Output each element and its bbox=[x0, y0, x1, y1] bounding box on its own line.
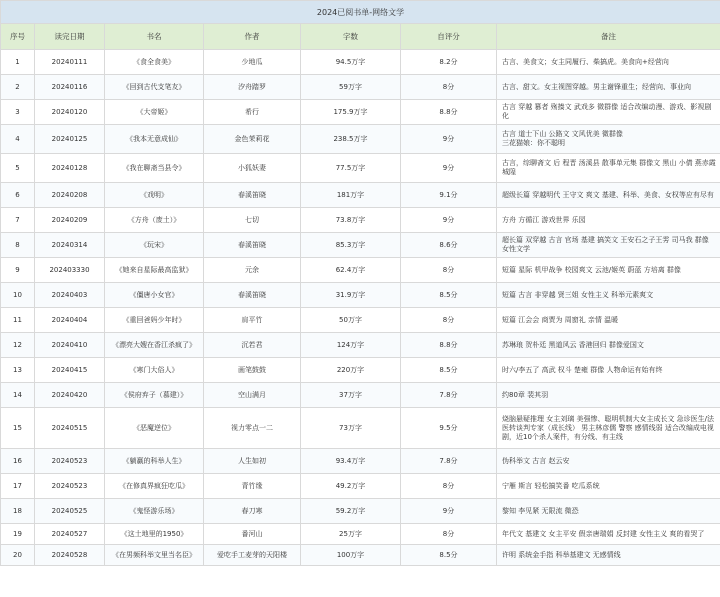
cell-title[interactable]: 《重回爸妈少年时》 bbox=[105, 308, 204, 333]
cell-title[interactable]: 《她来自星际最高监狱》 bbox=[105, 258, 204, 283]
cell-words[interactable]: 31.9万字 bbox=[301, 283, 401, 308]
cell-score[interactable]: 8分 bbox=[401, 258, 497, 283]
cell-no[interactable]: 4 bbox=[1, 125, 35, 154]
table-row bbox=[1, 208, 720, 233]
cell-words[interactable]: 220万字 bbox=[301, 358, 401, 383]
table-row bbox=[1, 154, 720, 183]
cell-date[interactable]: 20240403 bbox=[35, 283, 105, 308]
table-row bbox=[1, 358, 720, 383]
cell-no[interactable]: 3 bbox=[1, 100, 35, 125]
cell-notes[interactable]: 方舟 方循江 游戏世界 乐园 bbox=[497, 208, 720, 233]
table-row bbox=[1, 524, 720, 545]
header-notes[interactable]: 备注 bbox=[497, 24, 720, 50]
cell-score[interactable]: 9分 bbox=[401, 154, 497, 183]
cell-score[interactable]: 9.1分 bbox=[401, 183, 497, 208]
cell-date[interactable]: 20240404 bbox=[35, 308, 105, 333]
cell-words[interactable]: 73.8万字 bbox=[301, 208, 401, 233]
cell-notes[interactable]: 烧脑悬疑推理 女主刘璃 美强惨、聪明机制大女主成长文 急诊医生/法医转谈判专家（成长线） 男主林彦儒 警察 感情线弱 适合改编成电视剧，近10个杀人案件，有分线、有主线 bbox=[497, 408, 720, 449]
cell-no[interactable]: 11 bbox=[1, 308, 35, 333]
cell-author[interactable]: 沉若君 bbox=[204, 333, 301, 358]
cell-score[interactable]: 8.5分 bbox=[401, 283, 497, 308]
cell-no[interactable]: 10 bbox=[1, 283, 35, 308]
cell-title[interactable]: 《回到古代支笔友》 bbox=[105, 75, 204, 100]
table-row bbox=[1, 333, 720, 358]
cell-date[interactable]: 20240208 bbox=[35, 183, 105, 208]
cell-words[interactable]: 50万字 bbox=[301, 308, 401, 333]
cell-words[interactable]: 25万字 bbox=[301, 524, 401, 545]
cell-words[interactable]: 37万字 bbox=[301, 383, 401, 408]
cell-author[interactable]: 希行 bbox=[204, 100, 301, 125]
cell-author[interactable]: 番河山 bbox=[204, 524, 301, 545]
cell-author[interactable]: 肩平竹 bbox=[204, 308, 301, 333]
cell-title[interactable]: 《鬼怪游乐场》 bbox=[105, 499, 204, 524]
cell-notes[interactable]: 古言 穿越 篡者 殇揍文 武戏多 微群像 适合改编动漫、游戏、影视剧化 bbox=[497, 100, 720, 125]
cell-date[interactable]: 20240415 bbox=[35, 358, 105, 383]
cell-notes[interactable]: 时六/李五了 高武 权斗 楚雍 群像 人物命运有始有终 bbox=[497, 358, 720, 383]
cell-no[interactable]: 12 bbox=[1, 333, 35, 358]
cell-title[interactable]: 《我本无意成仙》 bbox=[105, 125, 204, 154]
cell-title[interactable]: 《躺赢的科举人生》 bbox=[105, 449, 204, 474]
table-row bbox=[1, 545, 720, 566]
cell-no[interactable]: 2 bbox=[1, 75, 35, 100]
cell-score[interactable]: 7.8分 bbox=[401, 383, 497, 408]
cell-date[interactable]: 20240523 bbox=[35, 449, 105, 474]
cell-no[interactable]: 1 bbox=[1, 50, 35, 75]
cell-score[interactable]: 8.8分 bbox=[401, 100, 497, 125]
cell-score[interactable]: 8.8分 bbox=[401, 333, 497, 358]
header-author[interactable]: 作者 bbox=[204, 24, 301, 50]
cell-no[interactable]: 5 bbox=[1, 154, 35, 183]
cell-no[interactable]: 16 bbox=[1, 449, 35, 474]
table-row bbox=[1, 474, 720, 499]
cell-author[interactable]: 春溪笛晓 bbox=[204, 183, 301, 208]
cell-words[interactable]: 85.3万字 bbox=[301, 233, 401, 258]
cell-score[interactable]: 9分 bbox=[401, 125, 497, 154]
cell-words[interactable]: 238.5万字 bbox=[301, 125, 401, 154]
header-score[interactable]: 自评分 bbox=[401, 24, 497, 50]
table-row bbox=[1, 125, 720, 154]
cell-notes[interactable]: 年代文 基建文 女主平安 假亲唐瑞娟 反封建 女性主义 爽的看哭了 bbox=[497, 524, 720, 545]
cell-author[interactable]: 画笔鼓鼓 bbox=[204, 358, 301, 383]
cell-author[interactable]: 金色茉莉花 bbox=[204, 125, 301, 154]
cell-date[interactable]: 20240523 bbox=[35, 474, 105, 499]
cell-author[interactable]: 春溪笛晓 bbox=[204, 233, 301, 258]
table-body bbox=[1, 50, 720, 566]
cell-author[interactable]: 视力零点一二 bbox=[204, 408, 301, 449]
cell-score[interactable]: 8.5分 bbox=[401, 545, 497, 566]
cell-title[interactable]: 《侯府弃子（慕建）》 bbox=[105, 383, 204, 408]
sheet-title[interactable]: 2024已阅书单-网络文学 bbox=[1, 1, 720, 24]
cell-notes[interactable]: 苏琳琅 贺朴廷 黑道风云 香港回归 群像爱国文 bbox=[497, 333, 720, 358]
cell-no[interactable]: 13 bbox=[1, 358, 35, 383]
table-row bbox=[1, 499, 720, 524]
cell-notes[interactable]: 短篇 古言 非穿越 贤三姐 女性主义 科举元素爽文 bbox=[497, 283, 720, 308]
table-row bbox=[1, 100, 720, 125]
cell-notes[interactable]: 古言、美食文；女主同履行、柴搞虎。美食向+经营向 bbox=[497, 50, 720, 75]
cell-title[interactable]: 《恶魔逆位》 bbox=[105, 408, 204, 449]
cell-notes[interactable]: 超长篇 双穿越 古言 官场 基建 搞笑文 王安石之子王雱 司马我 群像 女性文学 bbox=[497, 233, 720, 258]
cell-date[interactable]: 20240525 bbox=[35, 499, 105, 524]
cell-words[interactable]: 77.5万字 bbox=[301, 154, 401, 183]
cell-author[interactable]: 小狐妖妻 bbox=[204, 154, 301, 183]
cell-words[interactable]: 59.2万字 bbox=[301, 499, 401, 524]
cell-notes[interactable]: 古言 道士下山 公路文 文风优美 微群像 三花猫娘：你不聪明 bbox=[497, 125, 720, 154]
cell-no[interactable]: 15 bbox=[1, 408, 35, 449]
cell-date[interactable]: 20240209 bbox=[35, 208, 105, 233]
cell-no[interactable]: 6 bbox=[1, 183, 35, 208]
cell-title[interactable]: 《寒门大俗人》 bbox=[105, 358, 204, 383]
table-row bbox=[1, 258, 720, 283]
cell-author[interactable]: 春刀寒 bbox=[204, 499, 301, 524]
cell-title[interactable]: 《我在聊斋当县令》 bbox=[105, 154, 204, 183]
cell-notes[interactable]: 超级长篇 穿越明代 王守文 爽文 基建、科举、美食、女权等应有尽有 bbox=[497, 183, 720, 208]
cell-words[interactable]: 100万字 bbox=[301, 545, 401, 566]
cell-date[interactable]: 20240116 bbox=[35, 75, 105, 100]
cell-score[interactable]: 8分 bbox=[401, 75, 497, 100]
cell-no[interactable]: 19 bbox=[1, 524, 35, 545]
cell-date[interactable]: 20240527 bbox=[35, 524, 105, 545]
title-row bbox=[1, 1, 720, 24]
cell-words[interactable]: 49.2万字 bbox=[301, 474, 401, 499]
cell-notes[interactable]: 古言、甜文。女主视图穿越。男主谢锋重生；经营向、事业向 bbox=[497, 75, 720, 100]
table-row bbox=[1, 233, 720, 258]
cell-no[interactable]: 9 bbox=[1, 258, 35, 283]
cell-date[interactable]: 20240420 bbox=[35, 383, 105, 408]
cell-date[interactable]: 20240125 bbox=[35, 125, 105, 154]
header-date[interactable]: 读完日期 bbox=[35, 24, 105, 50]
header-title[interactable]: 书名 bbox=[105, 24, 204, 50]
cell-author[interactable]: 青竹缘 bbox=[204, 474, 301, 499]
table-row bbox=[1, 183, 720, 208]
cell-notes[interactable]: 短篇 江会会 商贾为 周窗礼 亲情 温暖 bbox=[497, 308, 720, 333]
cell-date[interactable]: 202403330 bbox=[35, 258, 105, 283]
cell-author[interactable]: 空山满月 bbox=[204, 383, 301, 408]
cell-words[interactable]: 175.9万字 bbox=[301, 100, 401, 125]
cell-notes[interactable]: 短篇 星际 机甲战争 校园爽文 云池/姬英 蔚蓝 方培离 群像 bbox=[497, 258, 720, 283]
cell-author[interactable]: 春溪笛晓 bbox=[204, 283, 301, 308]
cell-date[interactable]: 20240128 bbox=[35, 154, 105, 183]
cell-words[interactable]: 124万字 bbox=[301, 333, 401, 358]
table-row bbox=[1, 408, 720, 449]
table-row bbox=[1, 383, 720, 408]
cell-words[interactable]: 94.5万字 bbox=[301, 50, 401, 75]
table-row bbox=[1, 283, 720, 308]
cell-score[interactable]: 7.8分 bbox=[401, 449, 497, 474]
cell-score[interactable]: 9.5分 bbox=[401, 408, 497, 449]
cell-no[interactable]: 8 bbox=[1, 233, 35, 258]
table-row bbox=[1, 308, 720, 333]
cell-no[interactable]: 14 bbox=[1, 383, 35, 408]
table-row bbox=[1, 449, 720, 474]
cell-date[interactable]: 20240515 bbox=[35, 408, 105, 449]
cell-score[interactable]: 8.2分 bbox=[401, 50, 497, 75]
table-row bbox=[1, 50, 720, 75]
cell-author[interactable]: 爱吃手工麦芽的天阳楼 bbox=[204, 545, 301, 566]
table-row bbox=[1, 75, 720, 100]
cell-date[interactable]: 20240314 bbox=[35, 233, 105, 258]
cell-title[interactable]: 《在修真界疯狂吃瓜》 bbox=[105, 474, 204, 499]
cell-title[interactable]: 《戏明》 bbox=[105, 183, 204, 208]
cell-date[interactable]: 20240111 bbox=[35, 50, 105, 75]
cell-author[interactable]: 七切 bbox=[204, 208, 301, 233]
cell-title[interactable]: 《这土地里的1950》 bbox=[105, 524, 204, 545]
cell-words[interactable]: 93.4万字 bbox=[301, 449, 401, 474]
cell-title[interactable]: 《漂亮大嫂在香江杀疯了》 bbox=[105, 333, 204, 358]
cell-words[interactable]: 62.4万字 bbox=[301, 258, 401, 283]
cell-author[interactable]: 人生如初 bbox=[204, 449, 301, 474]
cell-notes[interactable]: 约80章 裴其羽 bbox=[497, 383, 720, 408]
cell-no[interactable]: 7 bbox=[1, 208, 35, 233]
cell-no[interactable]: 20 bbox=[1, 545, 35, 566]
cell-notes[interactable]: 黎知 李见紧 无限流 微恐 bbox=[497, 499, 720, 524]
cell-words[interactable]: 181万字 bbox=[301, 183, 401, 208]
cell-title[interactable]: 《玩宋》 bbox=[105, 233, 204, 258]
cell-no[interactable]: 17 bbox=[1, 474, 35, 499]
cell-score[interactable]: 8分 bbox=[401, 474, 497, 499]
cell-notes[interactable]: 许明 系统金手指 科举基建文 无感情线 bbox=[497, 545, 720, 566]
header-no[interactable]: 序号 bbox=[1, 24, 35, 50]
cell-score[interactable]: 8.6分 bbox=[401, 233, 497, 258]
cell-title[interactable]: 《食全食美》 bbox=[105, 50, 204, 75]
header-row bbox=[1, 24, 720, 50]
cell-notes[interactable]: 宁雁 斯言 轻松搞笑番 吃瓜系统 bbox=[497, 474, 720, 499]
cell-title[interactable]: 《僵唐小女官》 bbox=[105, 283, 204, 308]
cell-author[interactable]: 少地瓜 bbox=[204, 50, 301, 75]
cell-score[interactable]: 8分 bbox=[401, 524, 497, 545]
cell-words[interactable]: 73万字 bbox=[301, 408, 401, 449]
cell-score[interactable]: 8.5分 bbox=[401, 358, 497, 383]
cell-title[interactable]: 《大帝姬》 bbox=[105, 100, 204, 125]
cell-score[interactable]: 8分 bbox=[401, 308, 497, 333]
cell-date[interactable]: 20240410 bbox=[35, 333, 105, 358]
cell-date[interactable]: 20240528 bbox=[35, 545, 105, 566]
cell-date[interactable]: 20240120 bbox=[35, 100, 105, 125]
cell-score[interactable]: 9分 bbox=[401, 208, 497, 233]
cell-notes[interactable]: 伪科举文 古言 赵云安 bbox=[497, 449, 720, 474]
cell-notes[interactable]: 古言，综聊斋文 后 程晋 汤溪县 散事单元集 群像文 黑山 小倩 燕赤霞 城隍 bbox=[497, 154, 720, 183]
cell-title[interactable]: 《方舟（废土）》 bbox=[105, 208, 204, 233]
cell-author[interactable]: 元余 bbox=[204, 258, 301, 283]
cell-words[interactable]: 59万字 bbox=[301, 75, 401, 100]
cell-no[interactable]: 18 bbox=[1, 499, 35, 524]
header-words[interactable]: 字数 bbox=[301, 24, 401, 50]
cell-title[interactable]: 《在男频科举文里当名臣》 bbox=[105, 545, 204, 566]
cell-score[interactable]: 9分 bbox=[401, 499, 497, 524]
cell-author[interactable]: 汐舟踏罗 bbox=[204, 75, 301, 100]
